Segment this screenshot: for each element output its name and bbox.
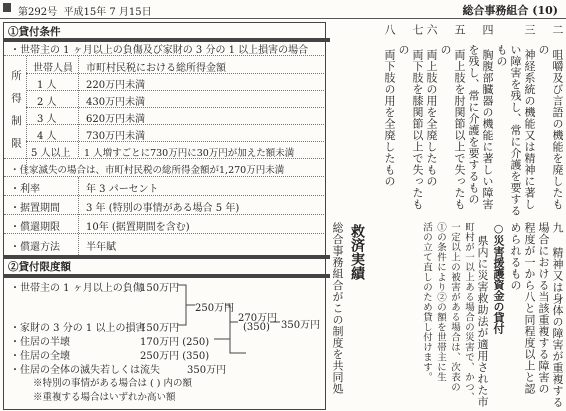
text-column: 程度が一から八と同程度以上と認	[523, 222, 536, 395]
term-label: ・利率	[10, 184, 40, 195]
org-title: 総合事務組合	[462, 4, 529, 17]
income-row-amount: 430万円未満	[86, 97, 146, 108]
income-row-amount: 730万円未満	[86, 131, 146, 142]
text-column: 二 咀嚼及び言語の機能を廃したも	[551, 24, 564, 210]
limit-half-label: ・住居の半壊	[10, 337, 70, 348]
relief-results-heading: 救済実績	[349, 224, 365, 280]
term-value: 半年賦	[86, 242, 116, 253]
text-column: 五 両上肢を肘関節以上で失ったも	[453, 24, 466, 210]
text-column: の	[439, 44, 452, 56]
sum-injury-property: 250万円	[195, 303, 235, 314]
text-column: を残し、常に介護を要するもの	[467, 44, 480, 205]
sum-with-house-special: (350)	[243, 322, 270, 333]
note-special: ※特別の事情がある場合は ( ) 内の額	[33, 378, 192, 389]
income-row-persons: 2 人	[37, 97, 57, 108]
text-column: 七 両下肢を膝関節以上で失ったも	[411, 24, 424, 210]
note-overlap: ※重複する場合はいずれか高い額	[33, 392, 176, 403]
income-row-persons: 4 人	[37, 131, 57, 142]
text-column: もの	[495, 44, 508, 67]
text-column: ①の条件により②の額を世帯主に生	[435, 222, 446, 382]
text-column: 六 両上肢の用を全廃したもの	[425, 24, 438, 187]
sum-with-house: 270万円	[238, 313, 278, 324]
section1-title: ①貸付条件	[8, 26, 61, 38]
limit-full-label: ・住居の全壊	[10, 351, 70, 362]
section2-title: ②貸付限度額	[8, 261, 71, 273]
text-column: 場合における当該重複する障害の	[537, 222, 550, 395]
income-row-amount: 620万円未満	[86, 114, 146, 125]
condition-house-loss: ・住家滅失の場合は、市町村民税の総所得金額が1,270万円未満	[10, 165, 285, 176]
limit-property-value: 150万円	[140, 323, 180, 334]
text-column: の	[397, 44, 410, 56]
income-row-amount: 220万円未満	[86, 80, 146, 91]
limit-half-value: 170万円 (250)	[140, 337, 210, 348]
term-label: ・償還方法	[10, 242, 60, 253]
text-column: 一定以上の被害がある場合は、次表の	[449, 222, 460, 392]
text-column: 町村が一以上ある場合の災害で、かつ、	[463, 222, 474, 402]
issue-number: 第292号	[18, 7, 58, 18]
term-label: ・据置期間	[10, 203, 60, 214]
term-value: 3 年 (特別の事情がある場合 5 年)	[86, 203, 240, 214]
income-side-label: 所得制限	[10, 70, 22, 160]
text-column: 四 胸腹部臓器の機能に著しい障害	[481, 24, 494, 210]
page-number: (10)	[532, 4, 558, 17]
limit-property-label: ・家財の 3 分の 1 以上の損害	[10, 323, 146, 334]
term-value: 10年 (据置期間を含む)	[86, 222, 190, 233]
text-column: 三 神経系統の機能又は精神に著し	[523, 24, 536, 210]
text-column: 県内に災害救助法が適用された市	[476, 235, 489, 408]
text-column: 九 精神又は身体の障害が重複する	[551, 222, 564, 408]
text-column: の	[537, 44, 550, 56]
sum-max: 350万円	[281, 320, 321, 331]
limit-injury-label: ・世帯主の 1 ヶ月以上の負傷	[10, 283, 143, 294]
text-column: い障害を残し、常に介護を要する	[509, 44, 522, 217]
term-label: ・償還期限	[10, 222, 60, 233]
text-column: 八 両下肢の用を全廃したもの	[383, 24, 396, 187]
limit-lost-value: 350万円	[187, 365, 227, 376]
income-row-persons: 1 人	[37, 80, 57, 91]
limit-full-value: 250万円 (350)	[140, 351, 210, 362]
income-row-persons: 3 人	[37, 114, 57, 125]
text-column: められるもの	[509, 222, 522, 291]
disaster-loan-heading: ○災害援護資金の貸付	[492, 222, 505, 334]
issue-date: 平成15年 7 月15日	[63, 7, 152, 18]
condition-injury: ・世帯主の 1 ヶ月以上の負傷及び家財の 3 分の 1 以上損害の場合	[10, 45, 309, 56]
limit-injury-value: 150万円	[140, 283, 180, 294]
text-column: 総合事務組合がこの制度を共同処	[331, 222, 344, 395]
term-value: 年 3 パーセント	[86, 184, 159, 195]
income-row-amount: 1 人増すごとに730万円に30万円が加えた額未満	[84, 148, 295, 159]
income-header-amount: 市町村民税における総所得金額	[86, 63, 226, 74]
limit-lost-label: ・住居の全体の滅失若しくは流失	[10, 365, 160, 376]
income-header-persons: 世帯人員	[33, 63, 73, 74]
text-column: 活の立て直しのため貸し付けます。	[421, 222, 432, 382]
income-row-persons: 5 人以上	[31, 148, 71, 159]
